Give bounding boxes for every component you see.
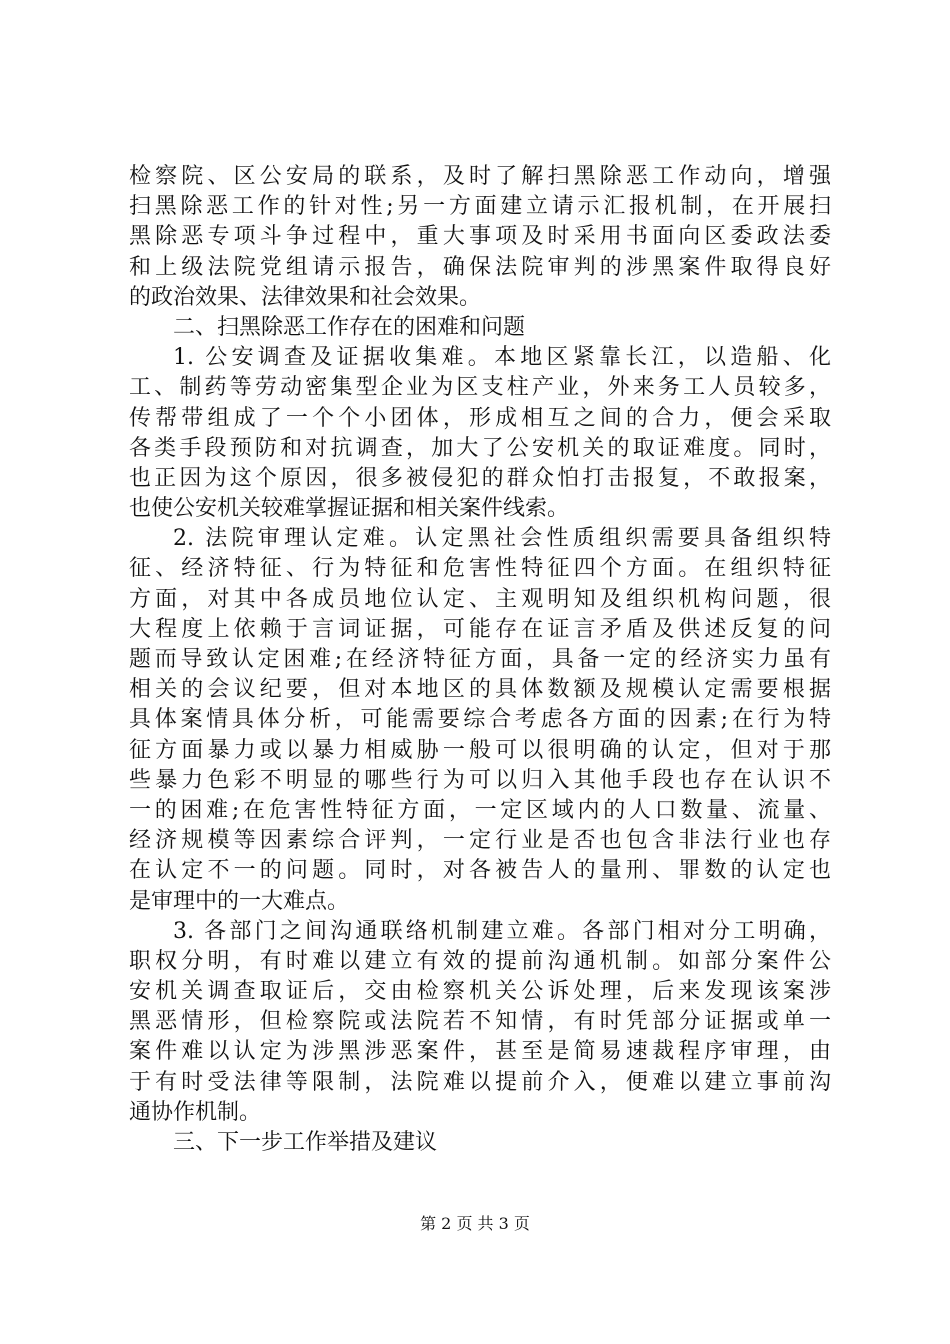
text-line: 各类手段预防和对抗调查，加大了公安机关的取证难度。同时， (129, 435, 831, 461)
text-line: 2. 法院审理认定难。认定黑社会性质组织需要具备组织特 (173, 526, 831, 552)
text-line: 于有时受法律等限制，法院难以提前介入，便难以建立事前沟 (129, 1069, 831, 1095)
text-line: 大程度上依赖于言词证据，可能存在证言矛盾及供述反复的问 (129, 616, 831, 642)
text-line: 检察院、区公安局的联系，及时了解扫黑除恶工作动向，增强 (129, 164, 831, 189)
text-line: 具体案情具体分析，可能需要综合考虑各方面的因素;在行为特 (129, 707, 831, 733)
text-line: 也正因为这个原因，很多被侵犯的群众怕打击报复，不敢报案， (129, 465, 831, 491)
text-line: 经济规模等因素综合评判，一定行业是否也包含非法行业也存 (129, 828, 831, 854)
text-line: 征方面暴力或以暴力相威胁一般可以很明确的认定，但对于那 (129, 737, 831, 763)
text-line: 职权分明，有时难以建立有效的提前沟通机制。如部分案件公 (129, 948, 831, 974)
text-line: 和上级法院党组请示报告，确保法院审判的涉黑案件取得良好 (129, 254, 831, 280)
text-line: 黑除恶专项斗争过程中，重大事项及时采用书面向区委政法委 (129, 224, 831, 250)
text-line: 也使公安机关较难掌握证据和相关案件线索。 (129, 496, 570, 522)
text-line: 是审理中的一大难点。 (129, 888, 350, 914)
text-line: 些暴力色彩不明显的哪些行为可以归入其他手段也存在认识不 (129, 767, 831, 793)
text-line: 二、扫黑除恶工作存在的困难和问题 (173, 314, 526, 340)
text-line: 工、制药等劳动密集型企业为区支柱产业，外来务工人员较多， (129, 375, 831, 401)
text-line: 黑恶情形，但检察院或法院若不知情，有时凭部分证据或单一 (129, 1009, 831, 1035)
text-line: 案件难以认定为涉黑涉恶案件，甚至是简易速裁程序审理，由 (129, 1039, 831, 1065)
text-line: 在认定不一的问题。同时，对各被告人的量刑、罪数的认定也 (129, 858, 831, 884)
text-line: 方面，对其中各成员地位认定、主观明知及组织机构问题，很 (129, 586, 831, 612)
text-line: 一的困难;在危害性特征方面，一定区域内的人口数量、流量、 (129, 797, 831, 823)
text-line: 征、经济特征、行为特征和危害性特征四个方面。在组织特征 (129, 556, 831, 582)
text-line: 通协作机制。 (129, 1099, 262, 1125)
page-footer: 第 2 页 共 3 页 (420, 1214, 530, 1233)
text-line: 扫黑除恶工作的针对性;另一方面建立请示汇报机制，在开展扫 (129, 194, 831, 220)
text-line: 传帮带组成了一个个小团体，形成相互之间的合力，便会采取 (129, 405, 831, 431)
text-line: 的政治效果、法律效果和社会效果。 (129, 284, 482, 310)
text-line: 相关的会议纪要，但对本地区的具体数额及规模认定需要根据 (129, 677, 831, 703)
text-line: 题而导致认定困难;在经济特征方面，具备一定的经济实力虽有 (129, 647, 831, 672)
text-line: 3. 各部门之间沟通联络机制建立难。各部门相对分工明确， (173, 918, 831, 944)
text-line: 安机关调查取证后，交由检察机关公诉处理，后来发现该案涉 (129, 979, 831, 1005)
text-line: 1. 公安调查及证据收集难。本地区紧靠长江，以造船、化 (173, 345, 831, 371)
document-body (129, 162, 831, 1158)
text-line: 三、下一步工作举措及建议 (173, 1130, 438, 1155)
